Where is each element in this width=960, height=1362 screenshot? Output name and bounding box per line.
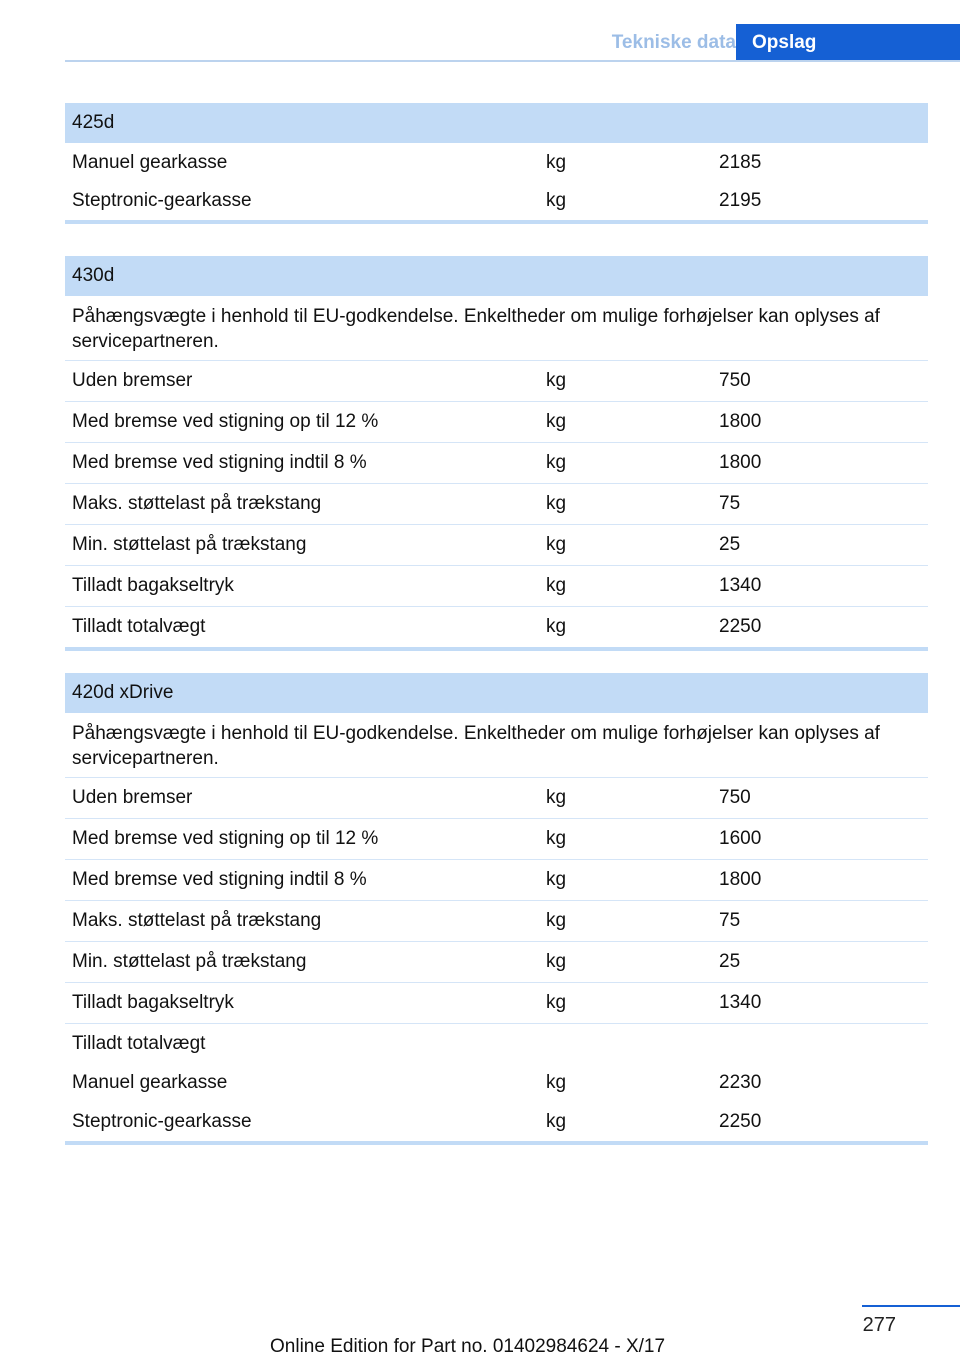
row-unit: kg bbox=[546, 951, 567, 972]
row-label: Manuel gearkasse bbox=[72, 152, 228, 173]
row-label: Steptronic-gearkasse bbox=[72, 190, 252, 211]
row-value: 1600 bbox=[719, 828, 762, 849]
table-row bbox=[65, 983, 928, 1024]
table-row bbox=[65, 607, 928, 647]
table-end-rule bbox=[65, 220, 928, 224]
row-label: Manuel gearkasse bbox=[72, 1072, 228, 1093]
row-value: 1340 bbox=[719, 992, 762, 1013]
row-unit: kg bbox=[546, 616, 567, 637]
row-label: Maks. støttelast på trækstang bbox=[72, 493, 322, 514]
row-unit: kg bbox=[546, 910, 567, 931]
table-row bbox=[65, 860, 928, 901]
row-unit: kg bbox=[546, 1072, 567, 1093]
row-label: Med bremse ved stigning op til 12 % bbox=[72, 411, 379, 432]
footer-rule bbox=[862, 1305, 960, 1307]
row-value: 2195 bbox=[719, 190, 762, 211]
row-value: 750 bbox=[719, 370, 751, 391]
table-title: 420d xDrive bbox=[65, 673, 928, 713]
subheading-label: Tilladt totalvægt bbox=[72, 1033, 206, 1054]
row-value: 2250 bbox=[719, 1111, 762, 1132]
table-note: Påhængsvægte i henhold til EU-godkendelse. Enkeltheder om mulige forhøjelser kan oplyses af servicepartneren. bbox=[65, 713, 928, 778]
row-label: Tilladt bagakseltryk bbox=[72, 992, 234, 1013]
row-value: 25 bbox=[719, 951, 741, 972]
row-label: Tilladt totalvægt bbox=[72, 616, 206, 637]
table-row bbox=[65, 361, 928, 402]
row-unit: kg bbox=[546, 411, 567, 432]
row-value: 25 bbox=[719, 534, 741, 555]
edition-note: Online Edition for Part no. 01402984624 - X/17 bbox=[270, 1336, 666, 1357]
row-unit: kg bbox=[546, 190, 567, 211]
table-row bbox=[65, 402, 928, 443]
page-number: 277 bbox=[862, 1314, 896, 1336]
row-unit: kg bbox=[546, 534, 567, 555]
table-row bbox=[65, 443, 928, 484]
table-row bbox=[65, 901, 928, 942]
row-unit: kg bbox=[546, 1111, 567, 1132]
table-end-rule bbox=[65, 647, 928, 651]
row-label: Min. støttelast på trækstang bbox=[72, 534, 307, 555]
row-value: 2250 bbox=[719, 616, 762, 637]
row-unit: kg bbox=[546, 152, 567, 173]
table-end-rule bbox=[65, 1141, 928, 1145]
row-unit: kg bbox=[546, 493, 567, 514]
row-unit: kg bbox=[546, 869, 567, 890]
table-note: Påhængsvægte i henhold til EU-godkendelse. Enkeltheder om mulige forhøjelser kan oplyses af servicepartneren. bbox=[65, 296, 928, 361]
table-row bbox=[65, 1063, 928, 1102]
table-subheading-row bbox=[65, 1024, 928, 1063]
tab-opslag[interactable] bbox=[736, 24, 960, 62]
row-label: Steptronic-gearkasse bbox=[72, 1111, 252, 1132]
row-label: Med bremse ved stigning indtil 8 % bbox=[72, 452, 367, 473]
row-label: Med bremse ved stigning indtil 8 % bbox=[72, 869, 367, 890]
row-label: Med bremse ved stigning op til 12 % bbox=[72, 828, 379, 849]
row-unit: kg bbox=[546, 370, 567, 391]
row-unit: kg bbox=[546, 452, 567, 473]
spec-table-425d bbox=[65, 103, 928, 224]
row-value: 1800 bbox=[719, 452, 762, 473]
row-unit: kg bbox=[546, 828, 567, 849]
row-value: 1340 bbox=[719, 575, 762, 596]
row-value: 1800 bbox=[719, 411, 762, 432]
row-label: Maks. støttelast på trækstang bbox=[72, 910, 322, 931]
row-label: Min. støttelast på trækstang bbox=[72, 951, 307, 972]
row-label: Tilladt bagakseltryk bbox=[72, 575, 234, 596]
table-title: 425d bbox=[65, 103, 928, 143]
row-label: Uden bremser bbox=[72, 787, 193, 808]
row-unit: kg bbox=[546, 575, 567, 596]
table-title: 430d bbox=[65, 256, 928, 296]
row-value: 1800 bbox=[719, 869, 762, 890]
table-row bbox=[65, 778, 928, 819]
header-divider bbox=[65, 60, 960, 62]
section-title: Tekniske data bbox=[611, 32, 736, 53]
table-row bbox=[65, 819, 928, 860]
spec-table-430d bbox=[65, 256, 928, 651]
table-row bbox=[65, 1102, 928, 1141]
table-row bbox=[65, 525, 928, 566]
row-value: 750 bbox=[719, 787, 751, 808]
row-unit: kg bbox=[546, 787, 567, 808]
tab-label: Opslag bbox=[752, 32, 817, 53]
spec-table-420d-xdrive bbox=[65, 673, 928, 1145]
row-unit: kg bbox=[546, 992, 567, 1013]
row-label: Uden bremser bbox=[72, 370, 193, 391]
row-value: 2185 bbox=[719, 152, 762, 173]
table-row bbox=[65, 566, 928, 607]
row-value: 2230 bbox=[719, 1072, 762, 1093]
row-value: 75 bbox=[719, 493, 741, 514]
table-row bbox=[65, 484, 928, 525]
table-row bbox=[65, 942, 928, 983]
table-row bbox=[65, 181, 928, 220]
table-row bbox=[65, 143, 928, 181]
row-value: 75 bbox=[719, 910, 741, 931]
